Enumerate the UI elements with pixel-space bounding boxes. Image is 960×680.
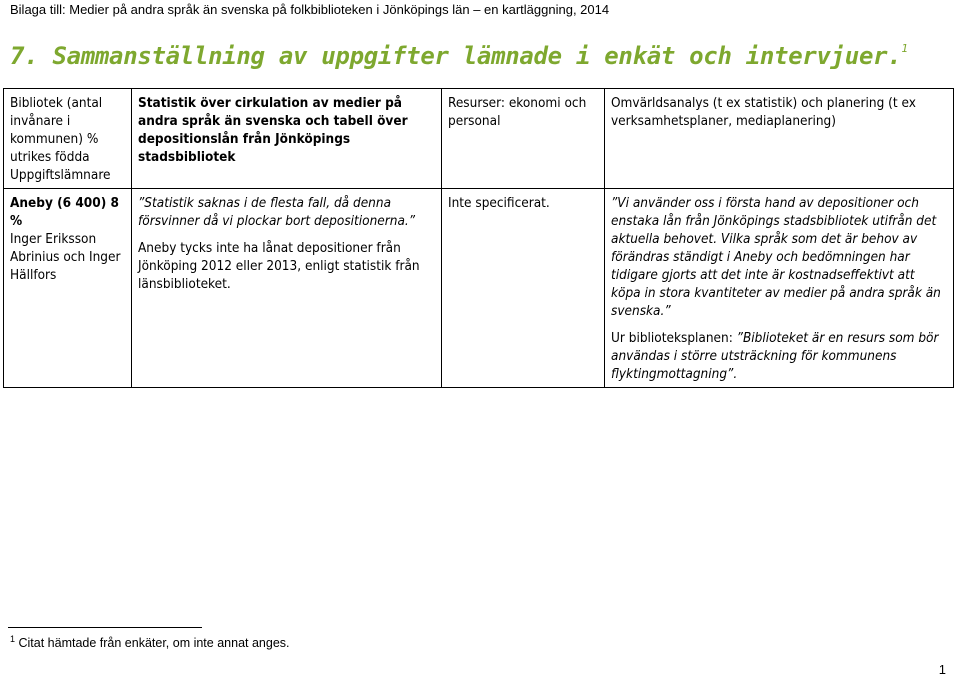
plan-label: Ur biblioteksplanen:: [611, 330, 737, 346]
analysis-quote: ”Vi använder oss i första hand av depositioner och enstaka lån från Jönköpings stadsbibliotek utifrån det aktuella behovet. Vilka språk som det är behov av förändras ständigt i Aneby och bedömningen har tidigare gjorts att det inte är kostnadseffektivt att köpa in stora kvantiteter av medier på andra språk än svenska.”: [611, 195, 941, 319]
footnote: [10, 634, 290, 650]
library-name: Aneby (6 400) 8 %: [10, 195, 119, 229]
document-header: Bilaga till: Medier på andra språk än svenska på folkbiblioteken i Jönköpings län – en kartläggning, 2014: [10, 2, 610, 17]
header-analysis-column: Omvärldsanalys (t ex statistik) och planering (t ex verksamhetsplaner, mediaplanering): [605, 89, 954, 189]
statistics-quote: ”Statistik saknas i de flesta fall, då denna försvinner då vi plockar bort depositionerna.”: [138, 195, 416, 229]
plan-citation: [611, 329, 947, 383]
statistics-cell: [132, 189, 442, 388]
section-heading-text: 7. Sammanställning av uppgifter lämnade i enkät och intervjuer.: [10, 42, 902, 70]
footnote-divider: [8, 627, 202, 628]
header-statistics-column: Statistik över cirkulation av medier på andra språk än svenska och tabell över depositionslån från Jönköpings stadsbibliotek: [132, 89, 442, 189]
table-row: [4, 189, 954, 388]
survey-table: [3, 88, 954, 388]
heading-footnote-marker: 1: [901, 42, 908, 55]
table-header-row: [4, 89, 954, 189]
respondent-names: Inger Eriksson Abrinius och Inger Hällfors: [10, 231, 121, 283]
library-cell: [4, 189, 132, 388]
plan-quote: ”Biblioteket är en resurs som bör användas i större utsträckning för kommunens flyktingmottagning”.: [611, 330, 939, 382]
header-library-column: Bibliotek (antal invånare i kommunen) % utrikes födda Uppgiftslämnare: [4, 89, 132, 189]
section-heading: [10, 42, 908, 70]
statistics-note: Aneby tycks inte ha lånat depositioner från Jönköping 2012 eller 2013, enligt statistik från länsbiblioteket.: [138, 240, 420, 292]
resources-cell: Inte specificerat.: [442, 189, 605, 388]
footnote-marker: 1: [10, 634, 16, 644]
footnote-text: Citat hämtade från enkäter, om inte annat anges.: [15, 636, 290, 651]
header-resources-column: Resurser: ekonomi och personal: [442, 89, 605, 189]
page-number: 1: [938, 662, 946, 677]
analysis-cell: [605, 189, 954, 388]
